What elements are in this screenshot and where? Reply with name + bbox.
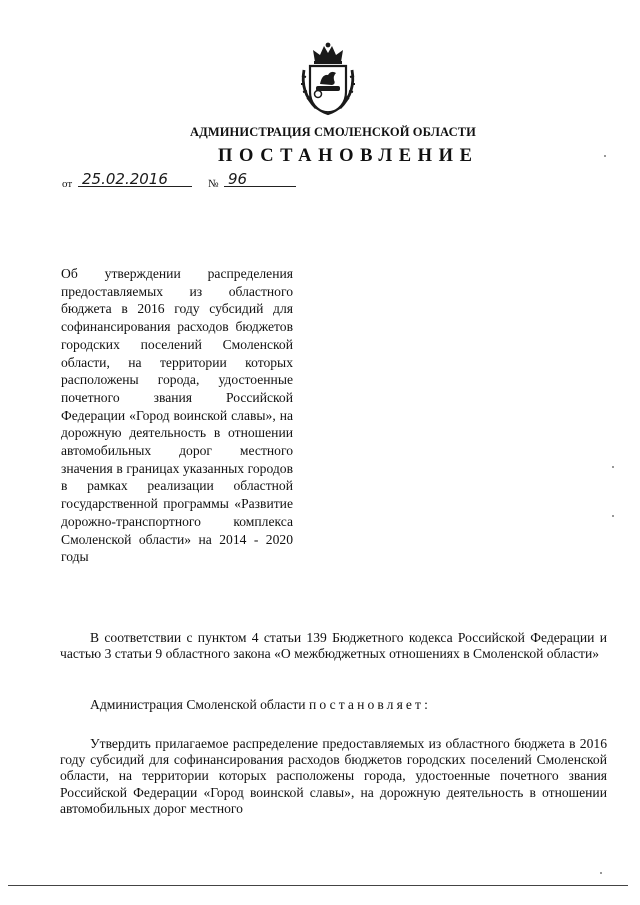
number-label: № xyxy=(208,178,219,190)
decree-lead: Администрация Смоленской области xyxy=(90,697,306,712)
smolensk-coat-of-arms-icon xyxy=(296,42,360,118)
resolution-paragraph: Утвердить прилагаемое распределение предоставляемых из областного бюджета в 2016 году субсидий для софинансирования расходов бюджетов городских поселений Смоленской области, на территории которых расположены города, удостоенные почетного звания Российской Федерации «Город воинской славы», на дорожную деятельность в отношении автомобильных дорог местного xyxy=(60,736,607,816)
document-subject: Об утверждении распределения предоставляемых из областного бюджета в 2016 году субсидий для софинансирования расходов бюджетов городских поселений Смоленской области, на территории которых расположены города, удостоенные почетного звания Российской Федерации «Город воинской славы», на дорожную деятельность в отношении автомобильных дорог местного значения в границах указанных городов в рамках реализации областной государственной программы «Развитие дорожно-транспортного комплекса Смоленской области» на 2014 - 2020 годы xyxy=(61,266,293,565)
scan-speck xyxy=(600,872,602,874)
decree-word: постановляет: xyxy=(308,697,431,712)
scan-speck xyxy=(612,515,614,517)
legal-basis-paragraph: В соответствии с пунктом 4 статьи 139 Бюджетного кодекса Российской Федерации и частью 3 статьи 9 областного закона «О межбюджетных отношениях в Смоленской области» xyxy=(60,630,607,662)
coat-of-arms-icon xyxy=(296,42,360,118)
footer-rule xyxy=(8,885,628,886)
date-from-label: от xyxy=(62,178,73,190)
scan-speck xyxy=(604,155,606,157)
handwritten-number: 96 xyxy=(224,172,296,187)
handwritten-date: 25.02.2016 xyxy=(78,172,192,187)
scan-speck xyxy=(612,466,614,468)
organization-name: АДМИНИСТРАЦИЯ СМОЛЕНСКОЙ ОБЛАСТИ xyxy=(190,125,476,139)
decree-line xyxy=(90,697,431,713)
document-type-title: ПОСТАНОВЛЕНИЕ xyxy=(218,146,479,166)
